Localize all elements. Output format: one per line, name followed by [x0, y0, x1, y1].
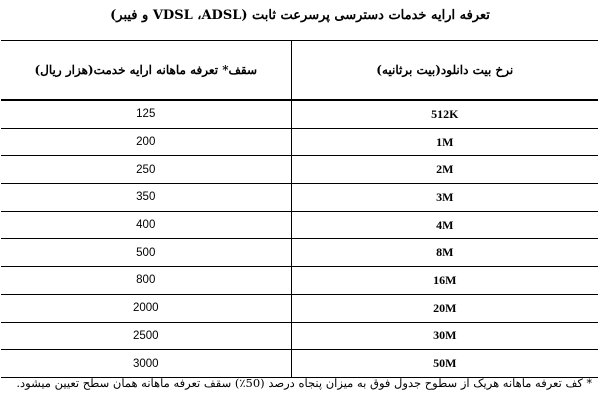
download-speed-cell: 3M	[291, 184, 598, 212]
header-monthly-tariff-cap: سقف* تعرفه ماهانه ارایه خدمت(هزار ریال)	[1, 41, 291, 101]
table-row	[1, 211, 598, 239]
monthly-tariff-cell: 2000	[1, 294, 291, 322]
monthly-tariff-cell: 250	[1, 156, 291, 184]
footnote	[2, 376, 592, 390]
monthly-tariff-cell: 400	[1, 211, 291, 239]
table-row	[1, 294, 598, 322]
footnote-marker: *	[586, 377, 592, 390]
monthly-tariff-cell: 800	[1, 267, 291, 295]
monthly-tariff-cell: 200	[1, 128, 291, 156]
download-speed-cell: 1M	[291, 128, 598, 156]
table-row	[1, 322, 598, 350]
table-row	[1, 350, 598, 378]
monthly-tariff-cell: 3000	[1, 350, 291, 378]
table-header-row	[1, 41, 598, 101]
tariff-table-body	[1, 100, 598, 377]
download-speed-cell: 50M	[291, 350, 598, 378]
download-speed-cell: 512K	[291, 100, 598, 128]
header-download-speed: نرخ بیت دانلود(بیت برثانیه)	[291, 41, 598, 101]
table-row	[1, 239, 598, 267]
monthly-tariff-cell: 125	[1, 100, 291, 128]
monthly-tariff-cell: 500	[1, 239, 291, 267]
tariff-table	[1, 40, 598, 378]
download-speed-cell: 8M	[291, 239, 598, 267]
table-row	[1, 156, 598, 184]
table-row	[1, 184, 598, 212]
monthly-tariff-cell: 2500	[1, 322, 291, 350]
document-title: تعرفه ارایه خدمات دسترسی پرسرعت ثابت (VDSL ،ADSL و فیبر)	[110, 8, 490, 23]
download-speed-cell: 4M	[291, 211, 598, 239]
monthly-tariff-cell: 350	[1, 184, 291, 212]
table-row	[1, 267, 598, 295]
footnote-text: کف تعرفه ماهانه هریک از سطوح جدول فوق به میزان پنجاه درصد (50٪) سقف تعرفه ماهانه همان سطح تعیین میشود.	[16, 376, 583, 390]
download-speed-cell: 30M	[291, 322, 598, 350]
table-row	[1, 100, 598, 128]
download-speed-cell: 20M	[291, 294, 598, 322]
table-row	[1, 128, 598, 156]
download-speed-cell: 16M	[291, 267, 598, 295]
download-speed-cell: 2M	[291, 156, 598, 184]
